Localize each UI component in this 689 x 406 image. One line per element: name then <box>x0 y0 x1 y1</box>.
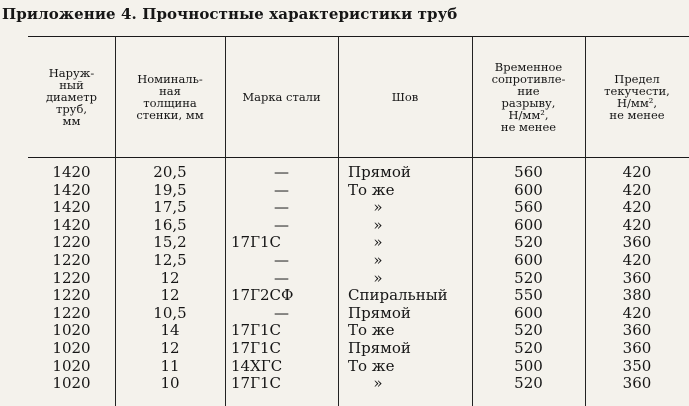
table-row <box>0 163 689 181</box>
table-row <box>0 374 689 392</box>
cell-seam: » <box>373 198 383 217</box>
cell-steel-grade: 17Г2СФ <box>231 286 294 305</box>
table-row <box>0 286 689 304</box>
cell-tensile: 600 <box>514 251 543 269</box>
cell-diameter: 1220 <box>52 303 91 322</box>
cell-tensile: 560 <box>514 163 543 181</box>
cell-yield: 420 <box>622 303 652 322</box>
cell-steel-grade: — <box>274 198 289 217</box>
cell-seam: То же <box>348 321 395 340</box>
cell-thickness: 12 <box>160 268 180 287</box>
table-row <box>0 216 689 234</box>
cell-steel-grade: — <box>274 268 289 287</box>
cell-yield: 420 <box>622 215 652 234</box>
cell-thickness: 12,5 <box>153 251 187 269</box>
cell-yield: 420 <box>622 180 652 199</box>
cell-seam: » <box>373 233 383 252</box>
cell-diameter: 1220 <box>52 233 91 252</box>
table-row <box>0 198 689 216</box>
cell-tensile: 520 <box>514 233 543 252</box>
cell-diameter: 1420 <box>52 198 91 217</box>
cell-yield: 350 <box>622 356 652 375</box>
cell-seam: Прямой <box>348 339 411 357</box>
cell-seam: » <box>373 374 383 393</box>
cell-diameter: 1020 <box>52 339 91 357</box>
header-wall-thickness: Номиналь- ная толщина стенки, мм <box>136 72 204 122</box>
cell-steel-grade: 17Г1С <box>231 374 282 393</box>
cell-thickness: 12 <box>160 286 180 305</box>
cell-tensile: 560 <box>514 198 543 217</box>
cell-tensile: 600 <box>514 215 543 234</box>
cell-yield: 360 <box>622 268 652 287</box>
cell-yield: 420 <box>622 251 652 269</box>
table-row <box>0 304 689 322</box>
cell-yield: 360 <box>622 374 652 393</box>
table-row <box>0 321 689 339</box>
cell-diameter: 1220 <box>52 251 91 269</box>
cell-yield: 420 <box>622 198 652 217</box>
cell-thickness: 10,5 <box>153 303 187 322</box>
cell-tensile: 520 <box>514 374 543 393</box>
cell-steel-grade: 14ХГС <box>231 356 283 375</box>
table-row <box>0 181 689 199</box>
cell-steel-grade: 17Г1С <box>231 321 282 340</box>
cell-tensile: 550 <box>514 286 543 305</box>
table-row <box>0 233 689 251</box>
cell-seam: » <box>373 268 383 287</box>
cell-steel-grade: — <box>274 215 289 234</box>
cell-thickness: 11 <box>160 356 180 375</box>
cell-seam: Спиральный <box>348 286 448 305</box>
header-outer-diameter: Наруж- ный диаметр труб, мм <box>45 66 98 128</box>
cell-yield: 380 <box>622 286 652 305</box>
table-row <box>0 339 689 357</box>
cell-thickness: 17,5 <box>153 198 187 217</box>
page-title: Приложение 4. Прочностные характеристики труб <box>2 5 458 23</box>
header-tensile-strength: Временное сопротивле- ние разрыву, Н/мм², не менее <box>491 60 566 134</box>
cell-thickness: 10 <box>160 374 180 393</box>
cell-seam: Прямой <box>348 163 411 181</box>
table-row <box>0 357 689 375</box>
cell-diameter: 1220 <box>52 268 91 287</box>
cell-steel-grade: — <box>274 303 289 322</box>
cell-steel-grade: — <box>274 251 289 269</box>
cell-thickness: 14 <box>160 321 180 340</box>
header-bottom-rule <box>28 157 689 158</box>
cell-seam: » <box>373 251 383 269</box>
cell-thickness: 19,5 <box>153 180 187 199</box>
header-yield-strength: Предел текучести, Н/мм², не менее <box>604 72 670 122</box>
cell-tensile: 600 <box>514 303 543 322</box>
cell-diameter: 1020 <box>52 356 91 375</box>
cell-tensile: 520 <box>514 339 543 357</box>
table-row <box>0 269 689 287</box>
table-row <box>0 251 689 269</box>
cell-thickness: 20,5 <box>153 163 187 181</box>
cell-yield: 360 <box>622 339 652 357</box>
cell-steel-grade: — <box>274 180 289 199</box>
cell-tensile: 600 <box>514 180 543 199</box>
cell-thickness: 16,5 <box>153 215 187 234</box>
cell-diameter: 1020 <box>52 374 91 393</box>
cell-diameter: 1020 <box>52 321 91 340</box>
header-seam: Шов <box>391 90 419 104</box>
cell-diameter: 1220 <box>52 286 91 305</box>
cell-diameter: 1420 <box>52 180 91 199</box>
cell-diameter: 1420 <box>52 163 91 181</box>
cell-thickness: 12 <box>160 339 180 357</box>
cell-seam: То же <box>348 356 395 375</box>
cell-yield: 360 <box>622 321 652 340</box>
cell-seam: То же <box>348 180 395 199</box>
cell-yield: 420 <box>622 163 652 181</box>
cell-tensile: 500 <box>514 356 543 375</box>
header-steel-grade: Марка стали <box>242 90 321 104</box>
cell-steel-grade: 17Г1С <box>231 233 282 252</box>
cell-tensile: 520 <box>514 268 543 287</box>
cell-diameter: 1420 <box>52 215 91 234</box>
cell-thickness: 15,2 <box>153 233 187 252</box>
cell-steel-grade: — <box>274 163 289 181</box>
cell-seam: » <box>373 215 383 234</box>
cell-steel-grade: 17Г1С <box>231 339 282 357</box>
cell-tensile: 520 <box>514 321 543 340</box>
cell-seam: Прямой <box>348 303 411 322</box>
cell-yield: 360 <box>622 233 652 252</box>
